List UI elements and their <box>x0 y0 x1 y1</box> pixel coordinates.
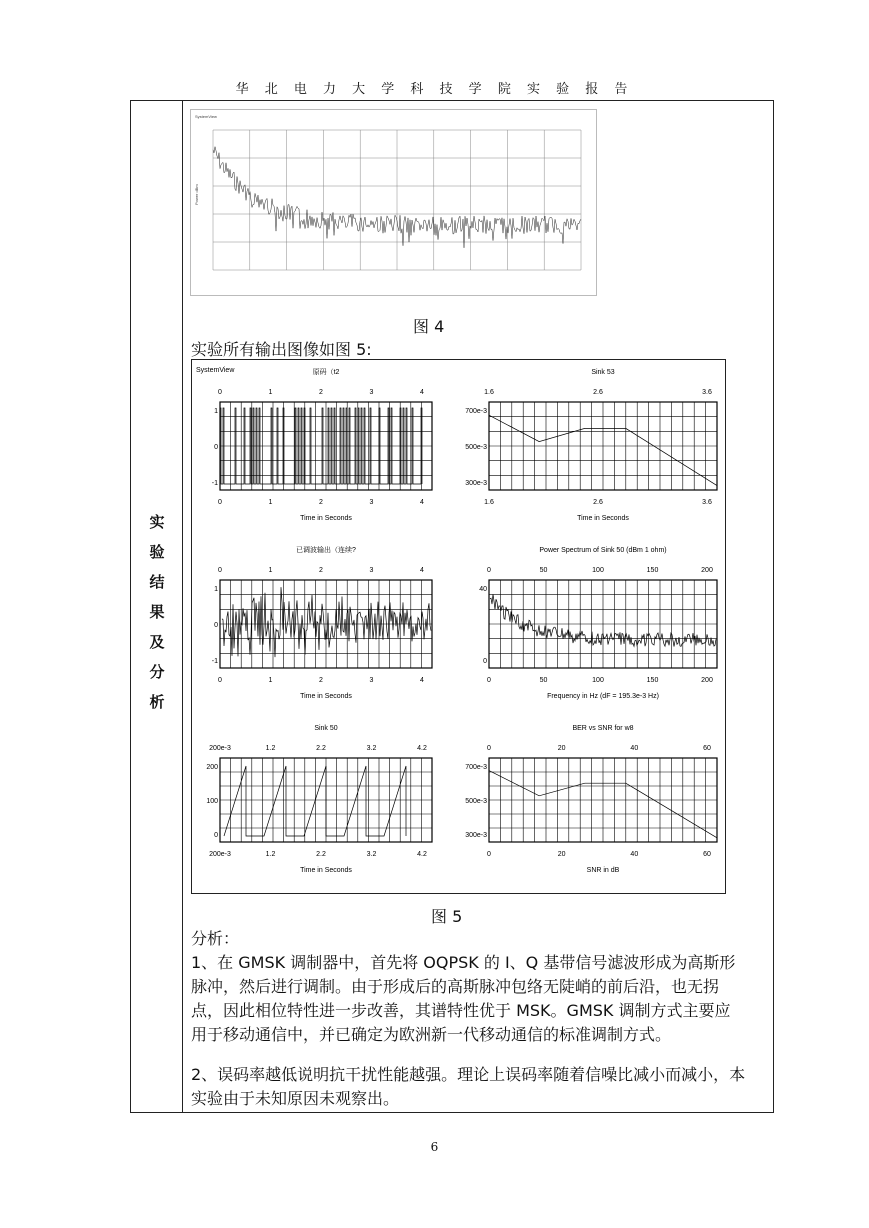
figure-4-grid <box>213 130 581 270</box>
panel-bottom-tick-label: 1.2 <box>265 851 276 858</box>
report-header: 华 北 电 力 大 学 科 技 学 院 实 验 报 告 <box>235 82 634 97</box>
panel-y-tick-label: 1 <box>214 408 218 415</box>
panel-bottom-tick-label: 0 <box>487 851 491 858</box>
section-label-char: 结 <box>149 573 165 591</box>
panel-top-tick-label: 40 <box>630 745 639 752</box>
figure-5-panel <box>206 725 432 874</box>
panel-top-tick-label: 2.2 <box>316 745 326 752</box>
panel-bottom-tick-label: 3.6 <box>702 499 712 506</box>
panel-bottom-tick-label: 50 <box>539 677 548 684</box>
panel-bottom-tick-label: 0 <box>218 677 222 684</box>
figure-5-caption: 图 5 <box>431 907 463 926</box>
panel-top-tick-label: 2.6 <box>593 389 603 396</box>
panel-top-tick-label: 3 <box>369 567 374 574</box>
panel-top-tick-label: 200 <box>701 567 713 574</box>
section-label-char: 及 <box>149 633 165 651</box>
panel-xlabel: Time in Seconds <box>300 693 352 700</box>
panel-bottom-tick-label: 0 <box>218 499 222 506</box>
panel-bottom-tick-label: 40 <box>630 851 639 858</box>
section-label-char: 实 <box>149 513 165 531</box>
figure-4-plot <box>191 110 596 295</box>
panel-y-tick-label: 700e-3 <box>465 764 487 771</box>
panel-bottom-tick-label: 2.6 <box>593 499 603 506</box>
panel-bottom-tick-label: 1.6 <box>484 499 494 506</box>
figure-4-caption: 图 4 <box>413 317 445 336</box>
panel-y-tick-label: 500e-3 <box>465 798 487 805</box>
panel-y-tick-label: 40 <box>479 586 487 593</box>
panel-top-tick-label: 0 <box>218 567 222 574</box>
panel-top-tick-label: 3 <box>369 389 374 396</box>
panel-title: Sink 53 <box>591 369 615 376</box>
panel-top-tick-label: 1.6 <box>484 389 494 396</box>
panel-y-tick-label: 0 <box>214 832 218 839</box>
panel-y-tick-label: 100 <box>206 798 218 805</box>
panel-xlabel: Time in Seconds <box>577 515 629 522</box>
section-label-char: 析 <box>149 693 165 711</box>
section-label-column <box>131 101 183 1112</box>
panel-top-tick-label: 150 <box>646 567 659 574</box>
panel-bottom-tick-label: 100 <box>592 677 604 684</box>
panel-bottom-tick-label: 4 <box>420 499 424 506</box>
figure-5-panel <box>479 547 717 700</box>
panel-top-tick-label: 4 <box>420 389 424 396</box>
panel-y-tick-label: 700e-3 <box>465 408 487 415</box>
figure-4-ylabel: Power dBm <box>194 184 199 205</box>
panel-y-tick-label: 200 <box>206 764 218 771</box>
figure-5-image <box>191 359 726 894</box>
panel-top-tick-label: 4 <box>420 567 424 574</box>
panel-y-tick-label: 300e-3 <box>465 832 487 839</box>
panel-top-tick-label: 1 <box>268 567 273 574</box>
panel-trace <box>222 587 431 657</box>
panel-top-tick-label: 60 <box>703 745 711 752</box>
panel-bottom-tick-label: 2 <box>319 499 323 506</box>
panel-top-tick-label: 100 <box>592 567 604 574</box>
panel-bottom-tick-label: 2 <box>319 677 323 684</box>
panel-top-tick-label: 1 <box>268 389 273 396</box>
panel-y-tick-label: 500e-3 <box>465 444 487 451</box>
panel-y-tick-label: -1 <box>211 658 218 665</box>
panel-top-tick-label: 3.2 <box>366 745 377 752</box>
panel-y-tick-label: -1 <box>211 480 218 487</box>
panel-bottom-tick-label: 4.2 <box>417 851 427 858</box>
figure-4-window-title: SystemView <box>195 114 217 119</box>
panel-bottom-tick-label: 1 <box>268 499 273 506</box>
panel-bottom-tick-label: 60 <box>703 851 711 858</box>
panel-title: Sink 50 <box>314 725 338 732</box>
page-number: 6 <box>430 1140 439 1154</box>
panel-top-tick-label: 2 <box>319 389 323 396</box>
panel-title: 原码（t2 <box>312 369 340 376</box>
panel-top-tick-label: 200e-3 <box>209 745 231 752</box>
panel-y-tick-label: 0 <box>214 622 218 629</box>
analysis-paragraph-2: 2、误码率越低说明抗干扰性能越强。理论上误码率随着信噪比减小而减小，本实验由于未知原因未观察出。 <box>191 1065 746 1108</box>
figure-5-panel <box>212 367 432 522</box>
panel-y-tick-label: 300e-3 <box>465 480 487 487</box>
panel-bottom-tick-label: 4 <box>420 677 424 684</box>
panel-top-tick-label: 20 <box>557 745 566 752</box>
figure-5-intro: 实验所有输出图像如图 5: <box>191 340 372 359</box>
panel-bottom-tick-label: 3 <box>369 677 374 684</box>
panel-top-tick-label: 50 <box>539 567 548 574</box>
panel-top-tick-label: 1.2 <box>265 745 276 752</box>
panel-top-tick-label: 2 <box>319 567 323 574</box>
figure-5-plots <box>192 360 725 893</box>
panel-top-tick-label: 0 <box>487 567 491 574</box>
panel-xlabel: Frequency in Hz (dF = 195.3e-3 Hz) <box>547 693 659 700</box>
panel-y-tick-label: 0 <box>483 658 487 665</box>
analysis-heading: 分析： <box>191 929 240 948</box>
section-label-char: 分 <box>149 663 165 681</box>
figure-5-panel <box>465 725 717 874</box>
panel-bottom-tick-label: 150 <box>646 677 659 684</box>
panel-bottom-tick-label: 2.2 <box>316 851 326 858</box>
panel-top-tick-label: 4.2 <box>417 745 427 752</box>
panel-bottom-tick-label: 200 <box>701 677 713 684</box>
panel-top-tick-label: 3.6 <box>702 389 712 396</box>
figure-5-panel <box>465 369 717 522</box>
figure-5-panel <box>212 545 432 700</box>
panel-title: 已调波输出（连续? <box>296 547 356 554</box>
panel-title: Power Spectrum of Sink 50 (dBm 1 ohm) <box>539 547 667 554</box>
panel-bottom-tick-label: 200e-3 <box>209 851 231 858</box>
panel-bottom-tick-label: 3 <box>369 499 374 506</box>
panel-top-tick-label: 0 <box>218 389 222 396</box>
panel-y-tick-label: 0 <box>214 444 218 451</box>
panel-bottom-tick-label: 1 <box>268 677 273 684</box>
panel-bottom-tick-label: 20 <box>557 851 566 858</box>
section-label-char: 验 <box>149 543 165 561</box>
figure-5-window-title: SystemView <box>196 367 235 374</box>
panel-y-tick-label: 1 <box>214 586 218 593</box>
figure-4-image <box>190 109 597 296</box>
analysis-paragraph-1: 1、在 GMSK 调制器中，首先将 OQPSK 的 I、Q 基带信号滤波形成为高斯形脉冲，然后进行调制。由于形成后的高斯脉冲包络无陡峭的前后沿，也无拐点，因此相位特性进一步改善，其谱特性优于 MSK。GMSK 调制方式主要应用于移动通信中，并已确定为欧洲新一代移动通信的标准调制方式。 <box>191 953 736 1044</box>
report-table <box>130 100 774 1113</box>
results-content <box>183 101 773 1112</box>
panel-top-tick-label: 0 <box>487 745 491 752</box>
panel-bottom-tick-label: 3.2 <box>366 851 377 858</box>
panel-bottom-tick-label: 0 <box>487 677 491 684</box>
panel-xlabel: SNR in dB <box>586 867 620 874</box>
section-label-char: 果 <box>149 603 165 621</box>
panel-xlabel: Time in Seconds <box>300 515 352 522</box>
panel-title: BER vs SNR for w8 <box>572 725 634 732</box>
panel-xlabel: Time in Seconds <box>300 867 352 874</box>
